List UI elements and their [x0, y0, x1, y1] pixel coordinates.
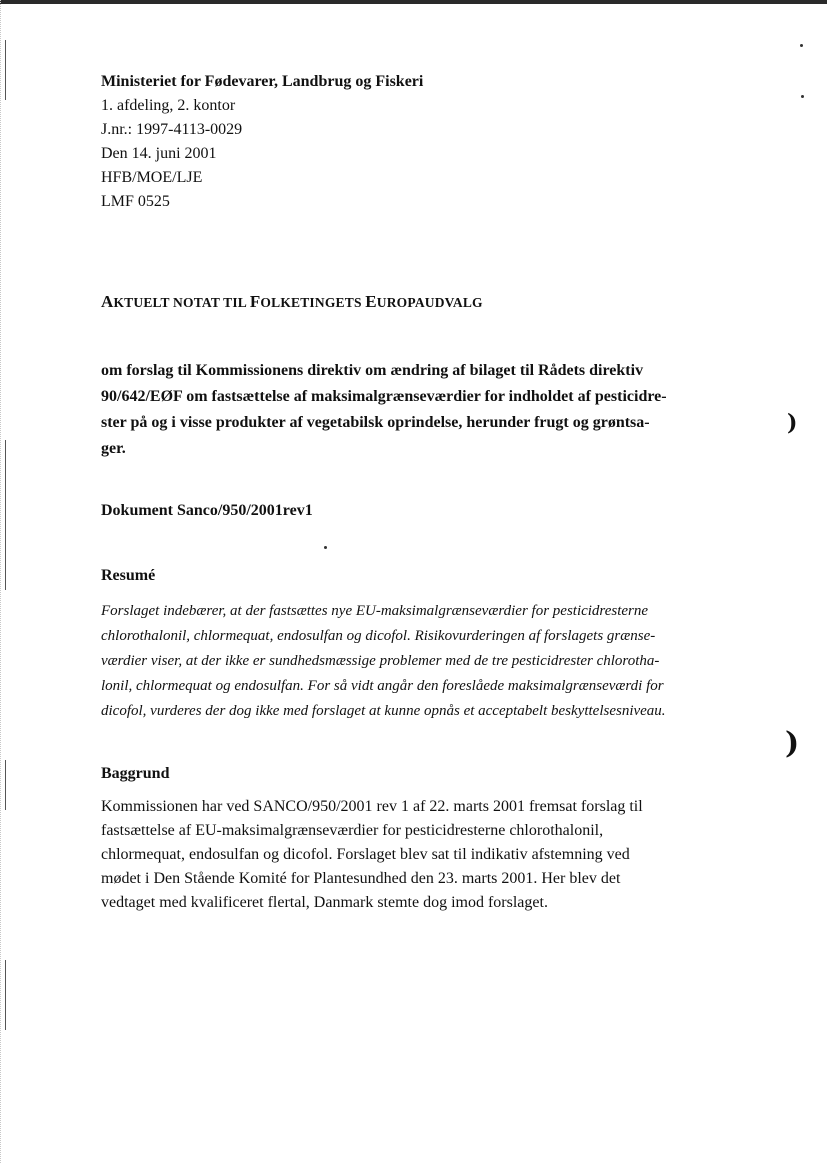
subject-line: ster på og i visse produkter af vegetabilsk oprindelse, herunder frugt og grøntsa-	[101, 414, 650, 431]
scan-speck	[800, 44, 803, 47]
scan-speck	[801, 95, 804, 98]
ministry-name: Ministeriet for Fødevarer, Landbrug og Fiskeri	[101, 73, 424, 90]
title-part: A	[101, 292, 114, 311]
scan-edge-mark	[5, 760, 6, 810]
subject-line: ger.	[101, 440, 126, 457]
baggrund-line: Kommissionen har ved SANCO/950/2001 rev 1 af 22. marts 2001 fremsat forslag til	[101, 798, 643, 815]
scan-speck	[324, 546, 327, 549]
subject-paragraph	[101, 358, 731, 462]
resume-line: lonil, chlormequat og endosulfan. For så vidt angår den foreslåede maksimalgrænseværdi for	[101, 678, 664, 694]
baggrund-heading: Baggrund	[101, 765, 170, 782]
baggrund-line: mødet i Den Stående Komité for Plantesundhed den 23. marts 2001. Her blev det	[101, 870, 621, 887]
baggrund-line: chlormequat, endosulfan og dicofol. Forslaget blev sat til indikativ afstemning ved	[101, 846, 630, 863]
department: 1. afdeling, 2. kontor	[101, 97, 236, 114]
baggrund-paragraph	[101, 795, 731, 915]
scan-left-edge	[0, 0, 2, 1163]
resume-heading: Resumé	[101, 567, 156, 584]
resume-line: dicofol, vurderes der dog ikke med forslaget at kunne opnås et acceptabelt beskyttelsesniveau.	[101, 703, 666, 719]
scan-edge-mark	[5, 40, 6, 100]
title-part: KTUELT NOTAT TIL	[113, 295, 250, 310]
resume-line: værdier viser, at der ikke er sundhedsmæssige problemer med de tre pesticidrester chlorotha-	[101, 653, 660, 669]
title-part: E	[365, 292, 377, 311]
document-date: Den 14. juni 2001	[101, 145, 217, 162]
baggrund-line: vedtaget med kvalificeret flertal, Danmark stemte dog imod forslaget.	[101, 894, 548, 911]
scan-mark-paren: )	[785, 726, 800, 761]
document-title	[101, 292, 731, 312]
journal-number: J.nr.: 1997-4113-0029	[101, 121, 243, 138]
letterhead	[101, 70, 731, 214]
scan-edge-mark	[5, 960, 6, 1030]
subject-line: 90/642/EØF om fastsættelse af maksimalgrænseværdier for indholdet af pesticidre-	[101, 388, 667, 405]
initials: HFB/MOE/LJE	[101, 169, 203, 186]
resume-line: Forslaget indebærer, at der fastsættes nye EU-maksimalgrænseværdier for pesticidresterne	[101, 603, 649, 619]
document-reference: Dokument Sanco/950/2001rev1	[101, 502, 313, 519]
scan-top-border	[0, 0, 827, 4]
resume-paragraph	[101, 599, 731, 724]
scan-mark-paren: )	[787, 410, 798, 436]
title-part: OLKETINGETS	[260, 295, 366, 310]
scan-edge-mark	[5, 440, 6, 590]
title-part: F	[249, 292, 261, 311]
title-part: UROPAUDVALG	[376, 295, 483, 310]
baggrund-line: fastsættelse af EU-maksimalgrænseværdier for pesticidresterne chlorothalonil,	[101, 822, 604, 839]
reference-code: LMF 0525	[101, 193, 170, 210]
subject-line: om forslag til Kommissionens direktiv om ændring af bilaget til Rådets direktiv	[101, 362, 644, 379]
resume-line: chlorothalonil, chlormequat, endosulfan og dicofol. Risikovurderingen af forslagets grænse-	[101, 628, 656, 644]
